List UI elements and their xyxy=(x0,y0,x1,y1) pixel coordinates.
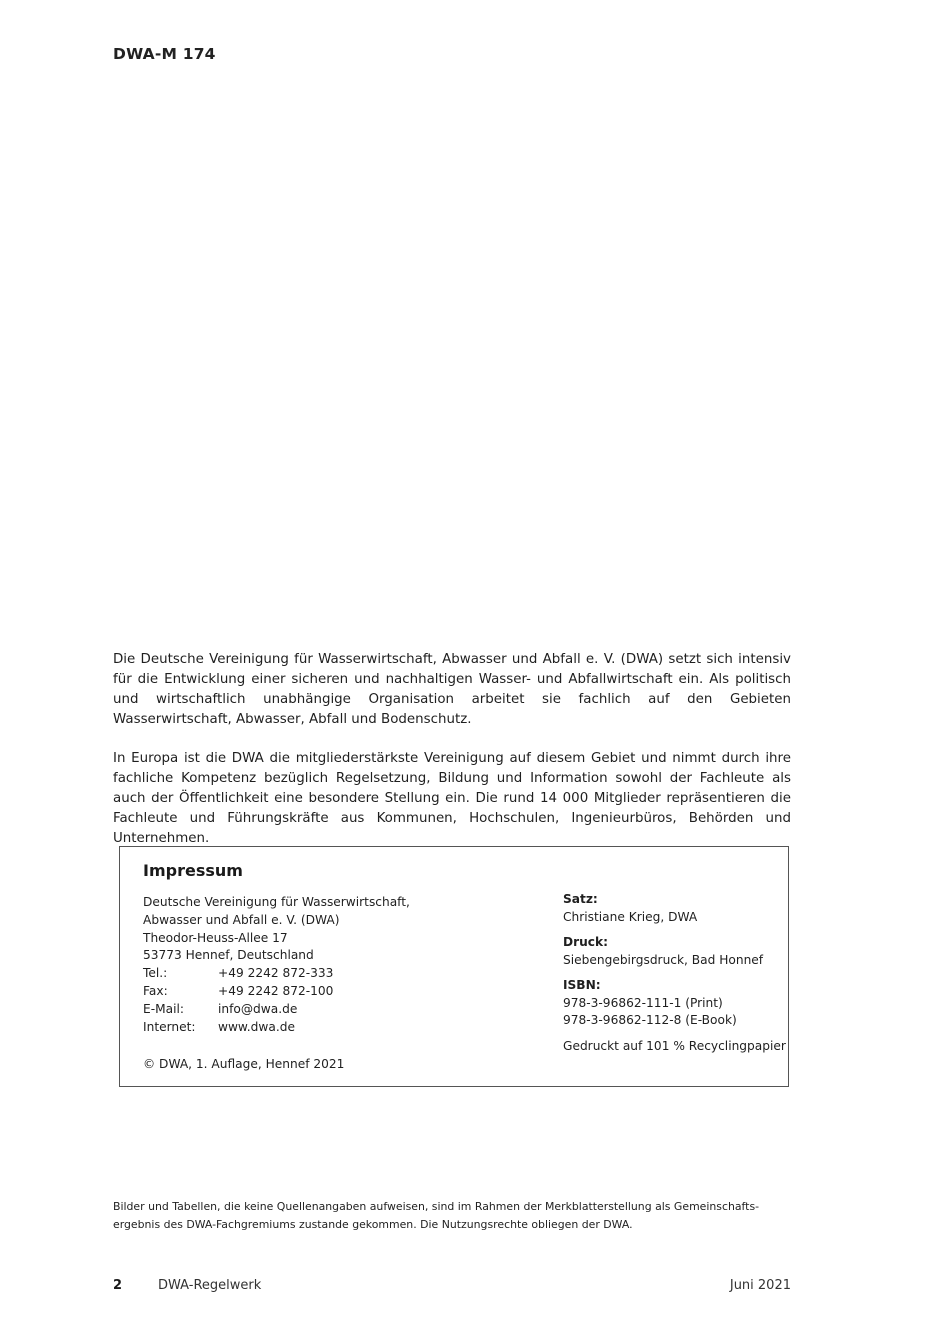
isbn-print: 978-3-96862-111-1 (Print) xyxy=(563,995,723,1010)
production-info xyxy=(563,891,786,1055)
address-line: 53773 Hennef, Deutschland xyxy=(143,948,314,963)
address-line: Abwasser und Abfall e. V. (DWA) xyxy=(143,912,340,927)
address-line: Theodor-Heuss-Allee 17 xyxy=(143,930,288,945)
druck-group xyxy=(563,934,783,969)
contact-email xyxy=(143,1001,543,1019)
publication-date: Juni 2021 xyxy=(729,1278,791,1293)
contact-label: Internet: xyxy=(143,1019,196,1034)
contact-label: Tel.: xyxy=(143,966,168,981)
contact-internet xyxy=(143,1019,543,1037)
impressum-box xyxy=(119,846,789,1087)
contact-phone xyxy=(143,965,543,983)
isbn-group xyxy=(563,977,783,1030)
image-rights-note: Bilder und Tabellen, die keine Quellenangaben aufweisen, sind im Rahmen der Merkblatterstellung als Gemeinschaftsergebnis des DWA-Fachgremiums zustande gekommen. Die Nutzungsrechte obliegen der DWA. xyxy=(113,1200,760,1231)
series-name: DWA-Regelwerk xyxy=(158,1278,262,1293)
intro-text xyxy=(113,650,791,868)
fax-value: +49 2242 872-100 xyxy=(218,983,334,998)
publisher-info xyxy=(143,894,543,1074)
contact-label: E-Mail: xyxy=(143,1001,184,1016)
page-footer xyxy=(113,1278,791,1298)
recycling-note: Gedruckt auf 101 % Recyclingpapier xyxy=(563,1038,786,1053)
phone-value: +49 2242 872-333 xyxy=(218,966,334,981)
email-value: info@dwa.de xyxy=(218,1001,298,1016)
document-code: DWA-M 174 xyxy=(113,45,216,63)
website-value: www.dwa.de xyxy=(218,1019,295,1034)
isbn-ebook: 978-3-96862-112-8 (E-Book) xyxy=(563,1013,737,1027)
copyright-notice: © DWA, 1. Auflage, Hennef 2021 xyxy=(143,1057,345,1072)
impressum-title: Impressum xyxy=(143,861,243,880)
contact-label: Fax: xyxy=(143,983,168,998)
page-number: 2 xyxy=(113,1278,123,1293)
druck-value: Siebengebirgsdruck, Bad Honnef xyxy=(563,952,764,967)
satz-value: Christiane Krieg, DWA xyxy=(563,909,698,924)
address-line: Deutsche Vereinigung für Wasserwirtschaft, xyxy=(143,895,410,909)
druck-label: Druck: xyxy=(563,935,609,949)
satz-label: Satz: xyxy=(563,892,598,906)
intro-paragraph-2: In Europa ist die DWA die mitgliederstärkste Vereinigung auf diesem Gebiet und nimmt durch ihre fachliche Kompetenz bezüglich Regelsetzung, Bildung und Information sowohl der Fachleute als auch der Öffentlichkeit eine besondere Stellung ein. Die rund 14 000 Mitglieder repräsentieren die Fachleute und Führungskräfte aus Kommunen, Hochschulen, Ingenieurbüros, Behörden und Unternehmen. xyxy=(113,751,791,846)
contact-fax xyxy=(143,983,543,1001)
isbn-label: ISBN: xyxy=(563,978,601,992)
intro-paragraph-1: Die Deutsche Vereinigung für Wasserwirtschaft, Abwasser und Abfall e. V. (DWA) setzt sich intensiv für die Entwicklung einer sicheren und nachhaltigen Wasser- und Abfallwirtschaft ein. Als politisch und wirtschaftlich unabhängige Organisation arbeitet sie fachlich auf den Gebieten Wasserwirtschaft, Abwasser, Abfall und Bodenschutz. xyxy=(113,652,791,727)
satz-group xyxy=(563,891,783,926)
